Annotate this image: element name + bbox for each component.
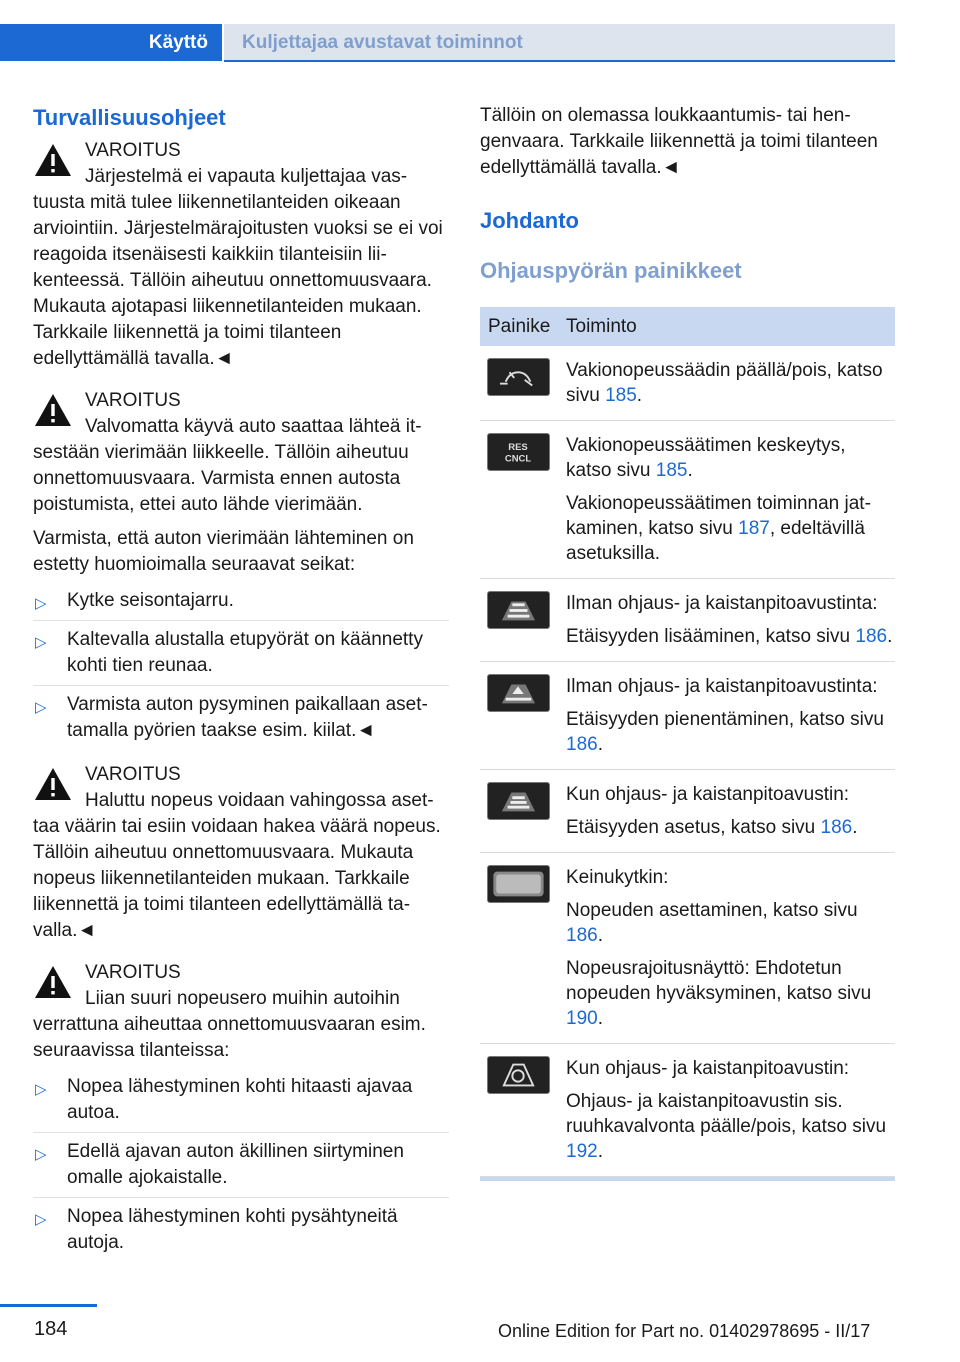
function-text — [566, 782, 895, 840]
distance-decrease-button-icon — [487, 674, 550, 712]
function-paragraph: Ohjaus- ja kaistanpitoavustin sis. ruuhkavalvonta päälle/pois, katso sivu 192. — [566, 1091, 887, 1162]
section-tab — [224, 24, 895, 61]
header-divider — [224, 60, 895, 62]
function-text — [566, 865, 895, 1031]
triangle-bullet-icon: ▷ — [35, 1081, 47, 1098]
page-link[interactable]: 192 — [566, 1141, 598, 1162]
bullet-list-1 — [33, 582, 449, 750]
bullet-list-2 — [33, 1068, 449, 1262]
list-item: ▷ Nopea lähestyminen kohti pysähtyneitä autoja. — [35, 1206, 398, 1253]
steering-assist-button-icon — [487, 1056, 550, 1094]
footer-divider — [0, 1304, 97, 1307]
warning-label: VAROITUS — [85, 764, 181, 785]
page-link[interactable]: 185 — [655, 460, 688, 481]
table-row — [480, 1044, 895, 1177]
list-item: ▷ Edellä ajavan auton äkillinen siirtyminen omalle ajokaistalle. — [33, 1133, 449, 1198]
list-item: ▷ Varmista auton pysyminen paikallaan asettamalla pyörien taakse esim. kiilat.◄ — [35, 694, 428, 741]
triangle-bullet-icon: ▷ — [35, 595, 47, 612]
function-text — [566, 591, 895, 649]
col-header-function: Toiminto — [566, 316, 637, 337]
function-paragraph: Ilman ohjaus- ja kaistanpitoavustinta: — [566, 676, 878, 697]
buttons-table — [480, 307, 895, 1181]
page-link[interactable]: 186 — [566, 925, 598, 946]
table-row — [480, 579, 895, 662]
section-title-johdanto: Johdanto — [480, 208, 579, 233]
warning-text: Järjestelmä ei vapauta kuljettajaa vastuusta mitä tulee liikennetilanteiden oikeaan arviointiin. Järjestelmärajoitusten vuoksi se ei voi reagoida itsenäisesti kaikkiin tilanteisiin liikenteessä. Tällöin aiheutuu onnettomuusvaara. Mukauta ajotapasi liikennetilanteiden mukaan. Tarkkaile liikennettä ja toimi tilanteen edellyttämällä tavalla.◄ — [33, 166, 443, 369]
warning-text: Valvomatta käyvä auto saattaa lähteä itsestään vierimään liikkeelle. Tällöin aiheutuu onnettomuusvaara. Varmista ennen autosta poistumista, ettei auto lähde vierimään. — [33, 416, 422, 515]
distance-increase-button-icon — [487, 591, 550, 629]
svg-text:RES: RES — [508, 442, 528, 454]
function-paragraph: Nopeuden asettaminen, katso sivu 186. — [566, 900, 858, 946]
function-text — [566, 1056, 895, 1164]
res-cncl-button-icon — [487, 433, 550, 471]
intro-text: Tällöin on olemassa loukkaantumis- tai hengenvaara. Tarkkaile liikennettä ja toimi tilanteen edellyttämällä tavalla.◄ — [480, 105, 878, 178]
right-column — [480, 103, 895, 285]
list-item: ▷ Nopea lähestyminen kohti hitaasti ajavaa autoa. — [33, 1068, 449, 1133]
function-text — [566, 433, 895, 566]
function-paragraph: Vakionopeussäädin päällä/pois, katso sivu 185. — [566, 360, 883, 406]
warning-label: VAROITUS — [85, 962, 181, 983]
warning-3 — [33, 762, 449, 944]
triangle-bullet-icon: ▷ — [35, 634, 47, 651]
section-title: Turvallisuusohjeet — [33, 105, 226, 130]
table-row — [480, 853, 895, 1044]
cruise-control-button-icon — [487, 358, 550, 396]
function-paragraph: Vakionopeussäätimen keskeytys, katso sivu 185. — [566, 435, 846, 481]
function-paragraph: Vakionopeussäätimen toiminnan jatkaminen, katso sivu 187, edeltävillä asetuksilla. — [566, 493, 871, 564]
col-header-button: Painike — [488, 316, 551, 337]
table-row — [480, 346, 895, 421]
function-paragraph: Etäisyyden lisääminen, katso sivu 186. — [566, 626, 893, 647]
function-paragraph: Ilman ohjaus- ja kaistanpitoavustinta: — [566, 593, 878, 614]
distance-setting-button-icon — [487, 782, 550, 820]
warning-icon — [33, 392, 73, 428]
warning-label: VAROITUS — [85, 140, 181, 161]
subsection-title: Ohjauspyörän painikkeet — [480, 258, 742, 283]
edition-note: Online Edition for Part no. 01402978695 - II/17 — [498, 1321, 871, 1341]
function-text — [566, 674, 895, 757]
function-paragraph: Keinukytkin: — [566, 867, 669, 888]
warning-icon — [33, 142, 73, 178]
paragraph: Varmista, että auton vierimään lähteminen on estetty huomioimalla seuraavat seikat: — [33, 528, 414, 575]
page-link[interactable]: 186 — [855, 626, 888, 647]
function-paragraph: Kun ohjaus- ja kaistanpitoavustin: — [566, 784, 850, 805]
warning-icon — [33, 766, 73, 802]
warning-label: VAROITUS — [85, 390, 181, 411]
page-link[interactable]: 187 — [738, 518, 770, 539]
left-column — [33, 104, 449, 1262]
page-link[interactable]: 186 — [820, 817, 853, 838]
function-paragraph: Kun ohjaus- ja kaistanpitoavustin: — [566, 1058, 850, 1079]
warning-4 — [33, 960, 449, 1064]
table-row — [480, 421, 895, 579]
triangle-bullet-icon: ▷ — [35, 1211, 47, 1228]
function-paragraph: Nopeusrajoitusnäyttö: Ehdotetun nopeuden hyväksyminen, katso sivu 190. — [566, 958, 872, 1029]
section-label: Kuljettajaa avustavat toiminnot — [242, 32, 523, 53]
warning-icon — [33, 964, 73, 1000]
function-paragraph: Etäisyyden pienentäminen, katso sivu 186. — [566, 709, 884, 755]
page-number: 184 — [34, 1318, 68, 1340]
warning-text: Haluttu nopeus voidaan vahingossa asettaa väärin tai esiin voidaan hakea väärä nopeus. Tällöin aiheutuu onnettomuusvaara. Mukauta nopeus liikennetilanteiden mukaan. Tarkkaile liikennettä ja toimi tilanteen edellyttämällä tavalla.◄ — [33, 790, 441, 941]
warning-2 — [33, 388, 449, 518]
page-link[interactable]: 186 — [566, 734, 598, 755]
list-item: ▷ Kaltevalla alustalla etupyörät on käännetty kohti tien reunaa. — [33, 621, 449, 686]
function-paragraph: Etäisyyden asetus, katso sivu 186. — [566, 817, 858, 838]
svg-text:CNCL: CNCL — [504, 453, 532, 465]
table-row — [480, 662, 895, 770]
table-end-bar — [480, 1177, 895, 1181]
table-row — [480, 770, 895, 853]
warning-text: Liian suuri nopeusero muihin autoihin verrattuna aiheuttaa onnettomuusvaaran esim. seuraavissa tilanteissa: — [33, 988, 426, 1061]
list-item: ▷ Kytke seisontajarru. — [33, 582, 449, 621]
page-link[interactable]: 190 — [566, 1008, 598, 1029]
warning-1 — [33, 138, 449, 372]
page-link[interactable]: 185 — [605, 385, 637, 406]
triangle-bullet-icon: ▷ — [35, 1146, 47, 1163]
rocker-switch-icon — [487, 865, 550, 903]
triangle-bullet-icon: ▷ — [35, 699, 47, 716]
chapter-tab — [0, 24, 222, 61]
chapter-label: Käyttö — [148, 32, 208, 53]
function-text — [566, 358, 895, 408]
table-header — [480, 307, 895, 346]
